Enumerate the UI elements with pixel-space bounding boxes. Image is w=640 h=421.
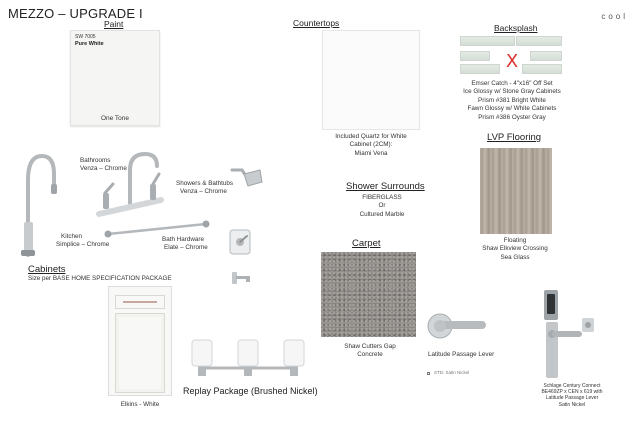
carpet-line: Shaw Cutters Gap: [344, 343, 396, 350]
shower-head-icon: [230, 164, 264, 188]
fixture-line: Kitchen: [61, 233, 83, 240]
lvp-line: Floating: [503, 237, 527, 244]
surround-line: Cultured Marble: [359, 210, 405, 218]
fixture-line: Showers & Bathtubs: [176, 180, 234, 187]
tile: [460, 51, 490, 61]
backsplash-line: Fawn Glossy w/ White Cabinets: [467, 105, 557, 113]
shower-valve-icon: [227, 228, 253, 256]
cabinets-subtitle: Size per BASE HOME SPECIFICATION PACKAGE: [28, 275, 172, 282]
surround-line: Or: [378, 202, 386, 210]
carpet-heading: Carpet: [352, 238, 381, 249]
page-title: MEZZO – UPGRADE I: [8, 6, 143, 21]
lock-line: Satin Nickel: [558, 401, 586, 408]
surround-line: FIBERGLASS: [362, 194, 402, 201]
carpet-line: Concrete: [357, 351, 383, 359]
tile: [516, 36, 562, 46]
cabinet-pull: [123, 301, 157, 303]
paint-tone: One Tone: [100, 115, 130, 122]
fixture-line: Elate – Chrome: [164, 244, 208, 252]
countertops-description: [322, 133, 420, 158]
backsplash-heading: Backsplash: [494, 23, 538, 33]
tile: [530, 51, 562, 61]
backsplash-line: Emser Catch - 4"x16" Off Set: [471, 80, 553, 87]
tile: [460, 36, 515, 46]
brand-logo-text: cool: [601, 12, 628, 21]
countertops-heading: Countertops: [293, 18, 340, 28]
backsplash-description: [462, 80, 562, 122]
cabinet-door-sample: [108, 286, 172, 396]
lvp-heading: LVP Flooring: [487, 132, 542, 143]
lock-line: Schlage Century Connect: [543, 383, 601, 389]
carpet-description: [322, 343, 418, 360]
countertops-line: Included Quartz for White: [335, 133, 407, 140]
backsplash-line: Prism #381 Bright White: [478, 96, 546, 104]
lock-line: BE469ZP x CEN x 619 with: [541, 389, 603, 396]
bath-hardware-label: [162, 236, 208, 253]
backsplash-line: Prism #386 Oyster Gray: [478, 113, 546, 121]
passage-lever-icon: [426, 308, 490, 342]
bathroom-faucet-icon: [95, 148, 165, 223]
paint-chip: [70, 30, 160, 126]
kitchen-faucet-icon: [18, 150, 58, 260]
lvp-sample: [480, 148, 552, 234]
showers-label: [176, 180, 233, 197]
countertops-line: Cabinet (2CM):: [349, 141, 393, 149]
fixture-line: Venza – Chrome: [80, 165, 127, 173]
vanity-light-icon: [188, 334, 308, 378]
lvp-description: [470, 237, 560, 262]
lock-line: Latitude Passage Lever: [545, 395, 599, 402]
cabinets-heading: Cabinets: [28, 264, 66, 275]
backsplash-line: Ice Glossy w/ Stone Gray Cabinets: [463, 88, 561, 96]
fixture-line: Venza – Chrome: [180, 188, 227, 196]
std-note: STD: Satin Nickel: [434, 370, 470, 375]
smart-lock-description: [532, 383, 612, 408]
smart-lock-icon: [538, 288, 598, 380]
tub-spout-icon: [230, 270, 254, 288]
fixture-line: Bath Hardware: [162, 236, 204, 243]
lever-label: Latitude Passage Lever: [428, 351, 495, 358]
countertop-sample: [322, 30, 420, 130]
paint-name: Pure White: [75, 41, 104, 47]
lighting-label: Replay Package (Brushed Nickel): [183, 386, 318, 396]
paint-heading: Paint: [104, 19, 124, 29]
fixture-line: Simplice – Chrome: [56, 241, 110, 249]
fixture-line: Bathrooms: [80, 157, 111, 164]
lvp-line: Shaw Elkview Crossing: [482, 245, 548, 253]
shower-surrounds-description: [340, 194, 424, 219]
cabinet-panel: [115, 313, 165, 393]
carpet-sample: [321, 252, 416, 337]
shower-surrounds-heading: Shower Surrounds: [346, 181, 425, 192]
cabinet-style-label: Elkins - White: [120, 401, 160, 408]
lvp-line: Sea Glass: [500, 253, 530, 261]
not-included-x-icon: X: [505, 51, 519, 72]
paint-code: SW 7005: [75, 34, 96, 40]
std-legend-box: [427, 372, 430, 375]
countertops-line: Miami Vena: [354, 149, 388, 157]
